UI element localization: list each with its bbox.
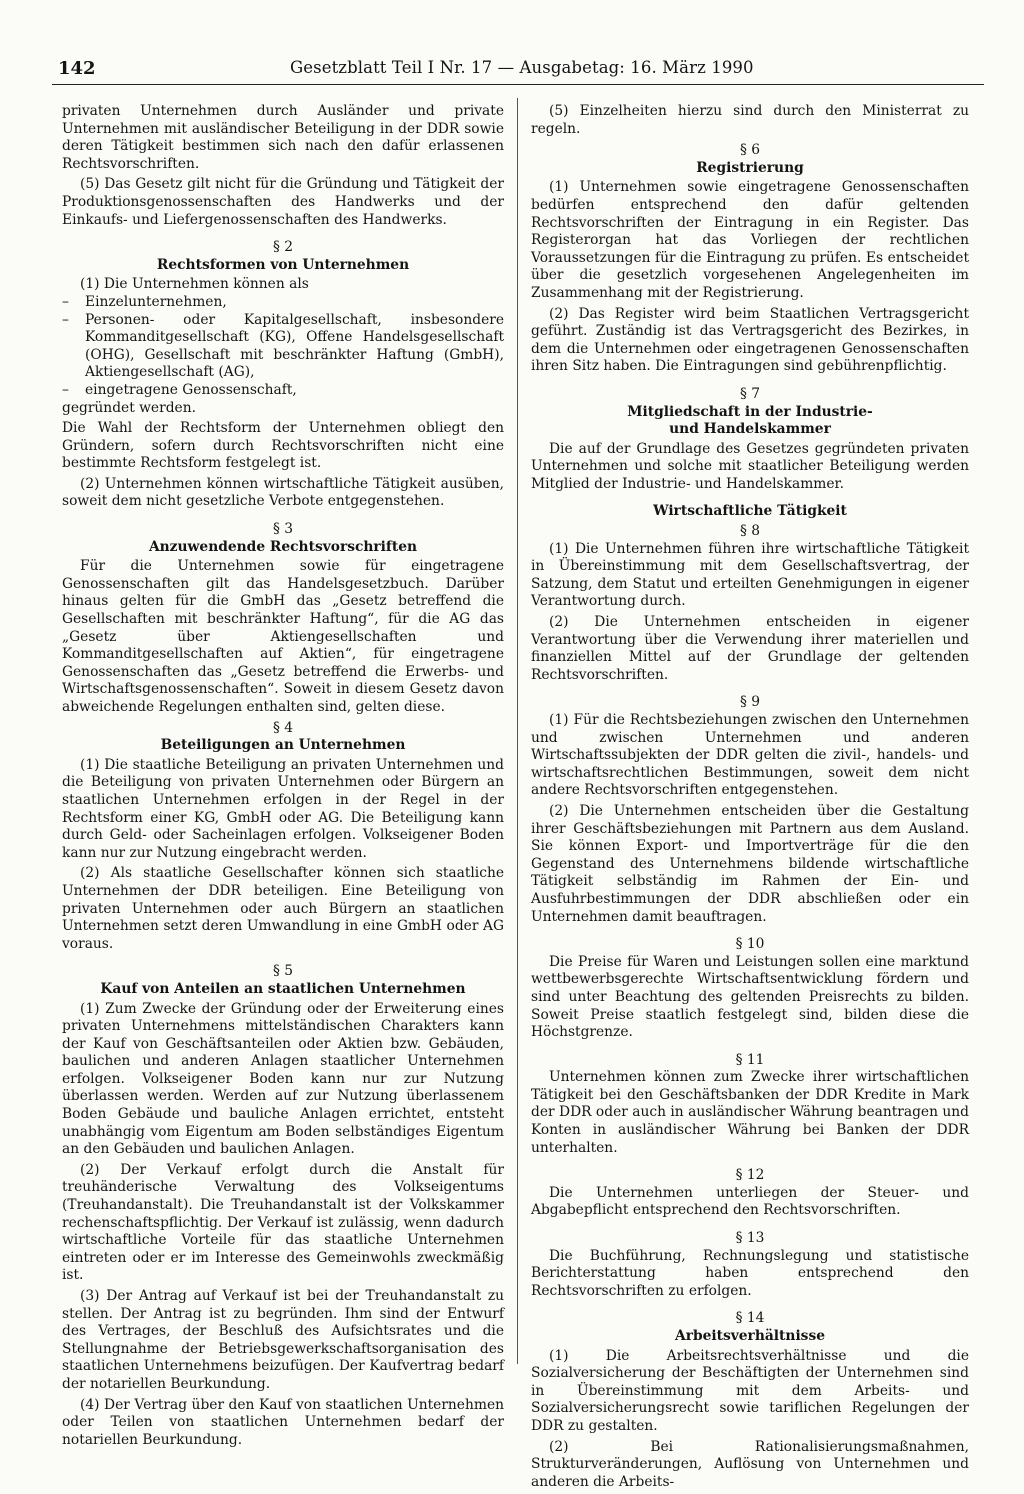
paragraph: (2) Die Unternehmen entscheiden in eigener Verantwortung über die Verwendung ihrer materiellen und finanziellen Mittel auf der Grundlage der geltenden Rechtsvorschriften. bbox=[531, 614, 969, 683]
list-item bbox=[62, 312, 504, 382]
right-column bbox=[531, 103, 969, 1494]
section-number: § 7 bbox=[739, 385, 761, 402]
paragraph: (2) Unternehmen können wirtschaftliche Tätigkeit ausüben, soweit dem nicht gesetzliche Verbote entgegenstehen. bbox=[62, 475, 504, 510]
section-number: § 5 bbox=[272, 963, 294, 980]
section-number: § 2 bbox=[272, 239, 294, 256]
paragraph: (1) Zum Zwecke der Gründung oder der Erweiterung eines privaten Unternehmens mittelständischen Charakters kann der Kauf von Geschäftsanteilen oder Aktien bzw. Gebäuden, baulichen und anderen Anlagen staatlicher Unternehmen erfolgen. Volkseigener Boden kann nur zur Nutzung überlassen werden. Werden auf zur Nutzung überlassenem Boden Gebäude und bauliche Anlagen errichtet, entsteht unabhängig vom Eigentum am Boden selbständiges Eigentum an den Gebäuden und baulichen Anlagen. bbox=[62, 1000, 504, 1158]
paragraph: (2) Der Verkauf erfolgt durch die Anstalt für treuhänderische Verwaltung des Volkseigentums (Treuhandanstalt). Die Treuhandanstalt ist der Volkskammer rechenschaftspflichtig. Der Verkauf ist zulässig, wenn dadurch wirtschaftliche Vorteile für das staatliche Unternehmen eintreten oder er im Interesse des Gemeinwohls zweckmäßig ist. bbox=[62, 1161, 504, 1284]
dash-marker: – bbox=[62, 311, 69, 328]
paragraph: (5) Einzelheiten hierzu sind durch den Ministerrat zu regeln. bbox=[531, 103, 969, 137]
paragraph: (1) Die staatliche Beteiligung an privaten Unternehmen und die Beteiligung von privaten Unternehmen oder Bürgern an staatlichen Unternehmen erfolgen in der Regel in der Rechtsform einer KG, GmbH oder AG. Die Beteiligung kann durch Geld- oder Sacheinlagen erfolgen. Volkseigener Boden kann nur zur Nutzung eingebracht werden. bbox=[62, 756, 504, 861]
section-title: Kauf von Anteilen an staatlichen Unternehmen bbox=[100, 980, 466, 997]
paragraph: (1) Die Unternehmen führen ihre wirtschaftliche Tätigkeit in Übereinstimmung mit dem Gesellschaftsvertrag, der Satzung, dem Statut und erteilten Genehmigungen in eigener Verantwortung durch. bbox=[531, 540, 969, 610]
paragraph: Die auf der Grundlage des Gesetzes gegründeten privaten Unternehmen und solche mit staatlicher Beteiligung werden Mitglied der Industrie- und Handelskammer. bbox=[531, 440, 969, 492]
paragraph: (3) Der Antrag auf Verkauf ist bei der Treuhandanstalt zu stellen. Der Antrag ist zu begründen. Ihm sind der Entwurf des Vertrages, der Beschluß des Aufsichtsrates und die Stellungnahme der Betriebsgewerkschaftsorganisation des staatlichen Unternehmens beizufügen. Der Kaufvertrag bedarf der notariellen Beurkundung. bbox=[62, 1288, 504, 1392]
list-item-text: Einzelunternehmen, bbox=[85, 293, 227, 310]
dash-marker: – bbox=[62, 293, 69, 310]
section-title: Rechtsformen von Unternehmen bbox=[156, 256, 410, 273]
page-header bbox=[52, 58, 984, 85]
paragraph: Unternehmen können zum Zwecke ihrer wirtschaftlichen Tätigkeit bei den Geschäftsbanken der DDR Kredite in Mark der DDR oder auch in ausländischer Währung beantragen und Konten in ausländischer Währung bei Banken der DDR unterhalten. bbox=[531, 1069, 969, 1156]
section-number: § 13 bbox=[735, 1230, 765, 1247]
section-number: § 11 bbox=[735, 1051, 765, 1068]
list-item bbox=[62, 294, 504, 312]
paragraph: (5) Das Gesetz gilt nicht für die Gründung und Tätigkeit der Produktionsgenossenschaften des Handwerks und der Einkaufs- und Liefergenossenschaften des Handwerks. bbox=[62, 176, 504, 228]
paragraph: privaten Unternehmen durch Ausländer und private Unternehmen mit ausländischer Beteiligung in der DDR sowie deren Tätigkeit bestimmen sich nach den dafür erlassenen Rechtsvorschriften. bbox=[62, 103, 504, 172]
paragraph: (2) Bei Rationalisierungsmaßnahmen, Strukturveränderungen, Auflösung von Unternehmen und anderen die Arbeits- bbox=[531, 1438, 969, 1490]
section-number: § 6 bbox=[739, 142, 761, 159]
section-number: § 12 bbox=[735, 1167, 765, 1184]
page-number: 142 bbox=[58, 58, 96, 79]
section-title: Beteiligungen an Unternehmen bbox=[160, 737, 406, 754]
paragraph: Die Wahl der Rechtsform der Unternehmen obliegt den Gründern, sofern durch Rechtsvorschriften nicht eine bestimmte Rechtsform festgelegt ist. bbox=[62, 420, 504, 472]
section-number: § 10 bbox=[735, 936, 765, 953]
section-number: § 8 bbox=[739, 523, 761, 540]
list-item-text: Personen- oder Kapitalgesellschaft, insbesondere Kommanditgesellschaft (KG), Offene Handelsgesellschaft (OHG), Gesellschaft mit beschränkter Haftung (GmbH), Aktiengesellschaft (AG), bbox=[85, 311, 504, 381]
section-number: § 4 bbox=[272, 719, 294, 736]
section-number: § 14 bbox=[735, 1310, 765, 1327]
paragraph: Die Preise für Waren und Leistungen sollen eine marktund wettbewerbsgerechte Wirtschaftsentwicklung fördern und sind unter Beachtung des geltenden Preisrechts zu bilden. Soweit Preise staatlich festgelegt sind, bilden diese die Höchstgrenze. bbox=[531, 953, 969, 1041]
section-title: Registrierung bbox=[696, 159, 804, 176]
paragraph: (2) Die Unternehmen entscheiden über die Gestaltung ihrer Geschäftsbeziehungen mit Partnern aus dem Ausland. Sie können Export- und Importverträge für die den Gegenstand des Unternehmens bildende wirtschaftliche Tätigkeit selbständig im Rahmen der Ein- und Ausfuhrbestimmungen der DDR abschließen oder ein Unternehmen damit beauftragen. bbox=[531, 802, 969, 925]
paragraph: (1) Für die Rechtsbeziehungen zwischen den Unternehmen und zwischen Unternehmen und anderen Wirtschaftssubjekten der DDR gelten die zivil-, handels- und wirtschaftsrechtlichen Bestimmungen, soweit dem nicht andere Rechtsvorschriften entgegenstehen. bbox=[531, 712, 969, 799]
section-title: Mitgliedschaft in der Industrie- und Handelskammer bbox=[627, 403, 873, 438]
paragraph: Die Unternehmen unterliegen der Steuer- und Abgabepflicht entsprechend den Rechtsvorschriften. bbox=[531, 1184, 969, 1219]
paragraph: gegründet werden. bbox=[62, 399, 196, 416]
section-title: Anzuwendende Rechtsvorschriften bbox=[148, 538, 418, 555]
left-column bbox=[62, 103, 504, 1452]
paragraph: Für die Unternehmen sowie für eingetragene Genossenschaften gilt das Handelsgesetzbuch. Darüber hinaus gelten für die GmbH das „Gesetz betreffend die Gesellschaften mit beschränkter Haftung“, für die AG das „Gesetz über Aktiengesellschaften und Kommanditgesellschaften auf Aktien“, für eingetragene Genossenschaften das „Gesetz betreffend die Erwerbs- und Wirtschaftsgenossenschaften“. Soweit in diesem Gesetz davon abweichende Regelungen enthalten sind, gelten diese. bbox=[62, 558, 504, 715]
section-title: Arbeitsverhältnisse bbox=[674, 1328, 825, 1344]
paragraph: (2) Das Register wird beim Staatlichen Vertragsgericht geführt. Zuständig ist das Vertragsgericht des Bezirkes, in dem die Unternehmen oder eingetragenen Genossenschaften ihren Sitz haben. Die Eintragungen sind gebührenpflichtig. bbox=[531, 305, 969, 375]
section-number: § 3 bbox=[272, 521, 294, 538]
part-title: Wirtschaftliche Tätigkeit bbox=[653, 503, 847, 520]
list-item-text: eingetragene Genossenschaft, bbox=[85, 381, 297, 398]
paragraph: (1) Unternehmen sowie eingetragene Genossenschaften bedürfen entsprechend den dafür geltenden Rechtsvorschriften der Eintragung in ein Register. Das Registerorgan hat das Vorliegen der rechtlichen Voraussetzungen für die Eintragung zu prüfen. Es entscheidet über die gesetzlich vorgesehenen Angelegenheiten im Zusammenhang mit der Registrierung. bbox=[531, 179, 969, 301]
paragraph: (1) Die Arbeitsrechtsverhältnisse und die Sozialversicherung der Beschäftigten der Unternehmen sind in Übereinstimmung mit dem Arbeits- und Sozialversicherungsrecht sowie tariflichen Regelungen der DDR zu gestalten. bbox=[531, 1347, 969, 1434]
paragraph: (4) Der Vertrag über den Kauf von staatlichen Unternehmen oder Teilen von staatlichen Unternehmen bedarf der notariellen Beurkundung. bbox=[62, 1396, 504, 1448]
paragraph: (1) Die Unternehmen können als bbox=[80, 276, 309, 293]
column-divider bbox=[517, 98, 518, 1364]
section-number: § 9 bbox=[739, 694, 761, 711]
list-item bbox=[62, 382, 504, 400]
paragraph: Die Buchführung, Rechnungslegung und statistische Berichterstattung haben entsprechend den Rechtsvorschriften zu erfolgen. bbox=[531, 1247, 969, 1299]
gazette-title: Gesetzblatt Teil I Nr. 17 — Ausgabetag: 16. März 1990 bbox=[290, 58, 754, 77]
dash-marker: – bbox=[62, 381, 69, 398]
paragraph: (2) Als staatliche Gesellschafter können sich staatliche Unternehmen der DDR beteiligen. Eine Beteiligung von privaten Unternehmen oder auch Bürgern an staatlichen Unternehmen setzt deren Umwandlung in eine GmbH oder AG voraus. bbox=[62, 865, 504, 952]
